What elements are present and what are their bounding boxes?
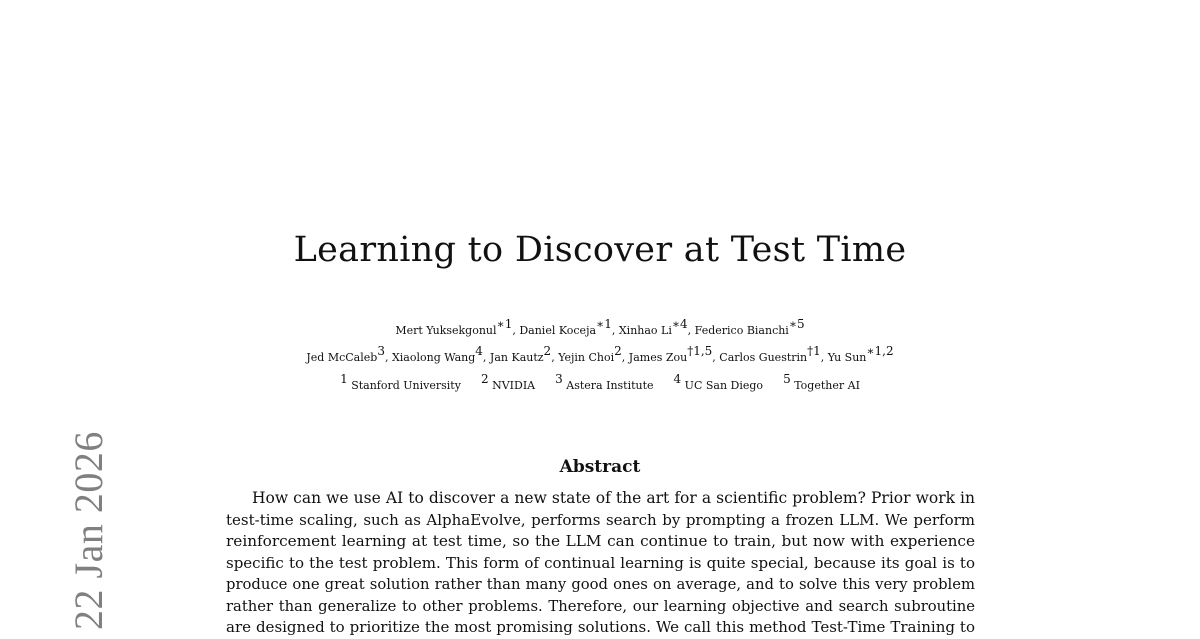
author-name: Federico Bianchi bbox=[694, 324, 789, 337]
affiliation-number: 3 bbox=[555, 372, 563, 386]
author-name: James Zou bbox=[628, 351, 688, 364]
affiliation-number: 2 bbox=[480, 372, 489, 386]
author-name: Xiaolong Wang bbox=[391, 351, 476, 364]
author-affiliation-mark: ∗1 bbox=[596, 317, 612, 331]
abstract-line: rather than generalize to other problems. Therefore, our learning objective and search subroutine bbox=[226, 597, 975, 615]
affiliation-number: 1 bbox=[340, 372, 348, 386]
abstract-body bbox=[226, 488, 975, 639]
author-affiliation-mark: 4 bbox=[475, 344, 483, 358]
author-name: Xinhao Li bbox=[618, 324, 672, 337]
author-separator: , bbox=[384, 351, 392, 364]
author-separator: , bbox=[482, 351, 490, 364]
author-list-line-1 bbox=[0, 317, 1200, 337]
abstract-line: test-time scaling, such as AlphaEvolve, performs search by prompting a frozen LLM. We perform bbox=[226, 510, 975, 529]
paper-title: Learning to Discover at Test Time bbox=[293, 230, 907, 270]
author-separator: , bbox=[611, 324, 619, 337]
affiliation-list bbox=[0, 372, 1200, 392]
author-name: Mert Yuksekgonul bbox=[395, 324, 497, 337]
affiliation-name: Stanford University bbox=[347, 379, 461, 392]
author-name: Yu Sun bbox=[827, 351, 867, 364]
affiliation-item bbox=[673, 372, 764, 392]
affiliation-name: NVIDIA bbox=[488, 379, 536, 392]
arxiv-date: 22 Jan 2026 bbox=[66, 431, 111, 630]
author-affiliation-mark: 3 bbox=[377, 344, 385, 358]
affiliation-name: Together AI bbox=[790, 379, 860, 392]
author-separator: , bbox=[551, 351, 559, 364]
abstract-line: reinforcement learning at test time, so the LLM can continue to train, but now with experience bbox=[226, 532, 975, 550]
arxiv-side-stamp bbox=[28, 431, 111, 638]
author-name: Carlos Guestrin bbox=[719, 351, 808, 364]
affiliation-item bbox=[480, 372, 536, 392]
abstract-line: specific to the test problem. This form of continual learning is quite special, because its goal is to bbox=[226, 553, 975, 572]
author-affiliation-mark: ∗5 bbox=[788, 317, 805, 331]
author-separator: , bbox=[820, 351, 828, 364]
affiliation-number: 4 bbox=[673, 372, 682, 386]
author-name: Yejin Choi bbox=[558, 351, 615, 364]
author-affiliation-mark: ∗4 bbox=[671, 317, 688, 331]
author-separator: , bbox=[712, 351, 720, 364]
author-separator: , bbox=[687, 324, 695, 337]
affiliation-item bbox=[783, 372, 860, 392]
abstract-line: How can we use AI to discover a new state of the art for a scientific problem? Prior work in bbox=[252, 489, 975, 507]
author-affiliation-mark: ∗1,2 bbox=[866, 344, 894, 358]
author-affiliation-mark: 2 bbox=[543, 344, 552, 358]
author-list-line-2 bbox=[0, 344, 1200, 364]
abstract-line: produce one great solution rather than many good ones on average, and to solve this very problem bbox=[226, 576, 975, 593]
affiliation-number: 5 bbox=[783, 372, 791, 386]
author-separator: , bbox=[621, 351, 629, 364]
affiliation-item bbox=[555, 372, 654, 392]
author-affiliation-mark: †1,5 bbox=[687, 344, 713, 358]
affiliation-name: UC San Diego bbox=[681, 379, 764, 392]
author-name: Jed McCaleb bbox=[306, 351, 378, 364]
author-affiliation-mark: †1 bbox=[807, 344, 821, 358]
author-separator: , bbox=[512, 324, 520, 337]
affiliation-name: Astera Institute bbox=[562, 379, 654, 392]
author-name: Daniel Koceja bbox=[519, 324, 597, 337]
author-affiliation-mark: ∗1 bbox=[496, 317, 513, 331]
abstract-heading: Abstract bbox=[559, 457, 641, 477]
author-affiliation-mark: 2 bbox=[614, 344, 622, 358]
author-name: Jan Kautz bbox=[489, 351, 544, 364]
abstract-line: are designed to prioritize the most promising solutions. We call this method Test-Time Training to bbox=[226, 618, 975, 636]
affiliation-item bbox=[340, 372, 461, 392]
